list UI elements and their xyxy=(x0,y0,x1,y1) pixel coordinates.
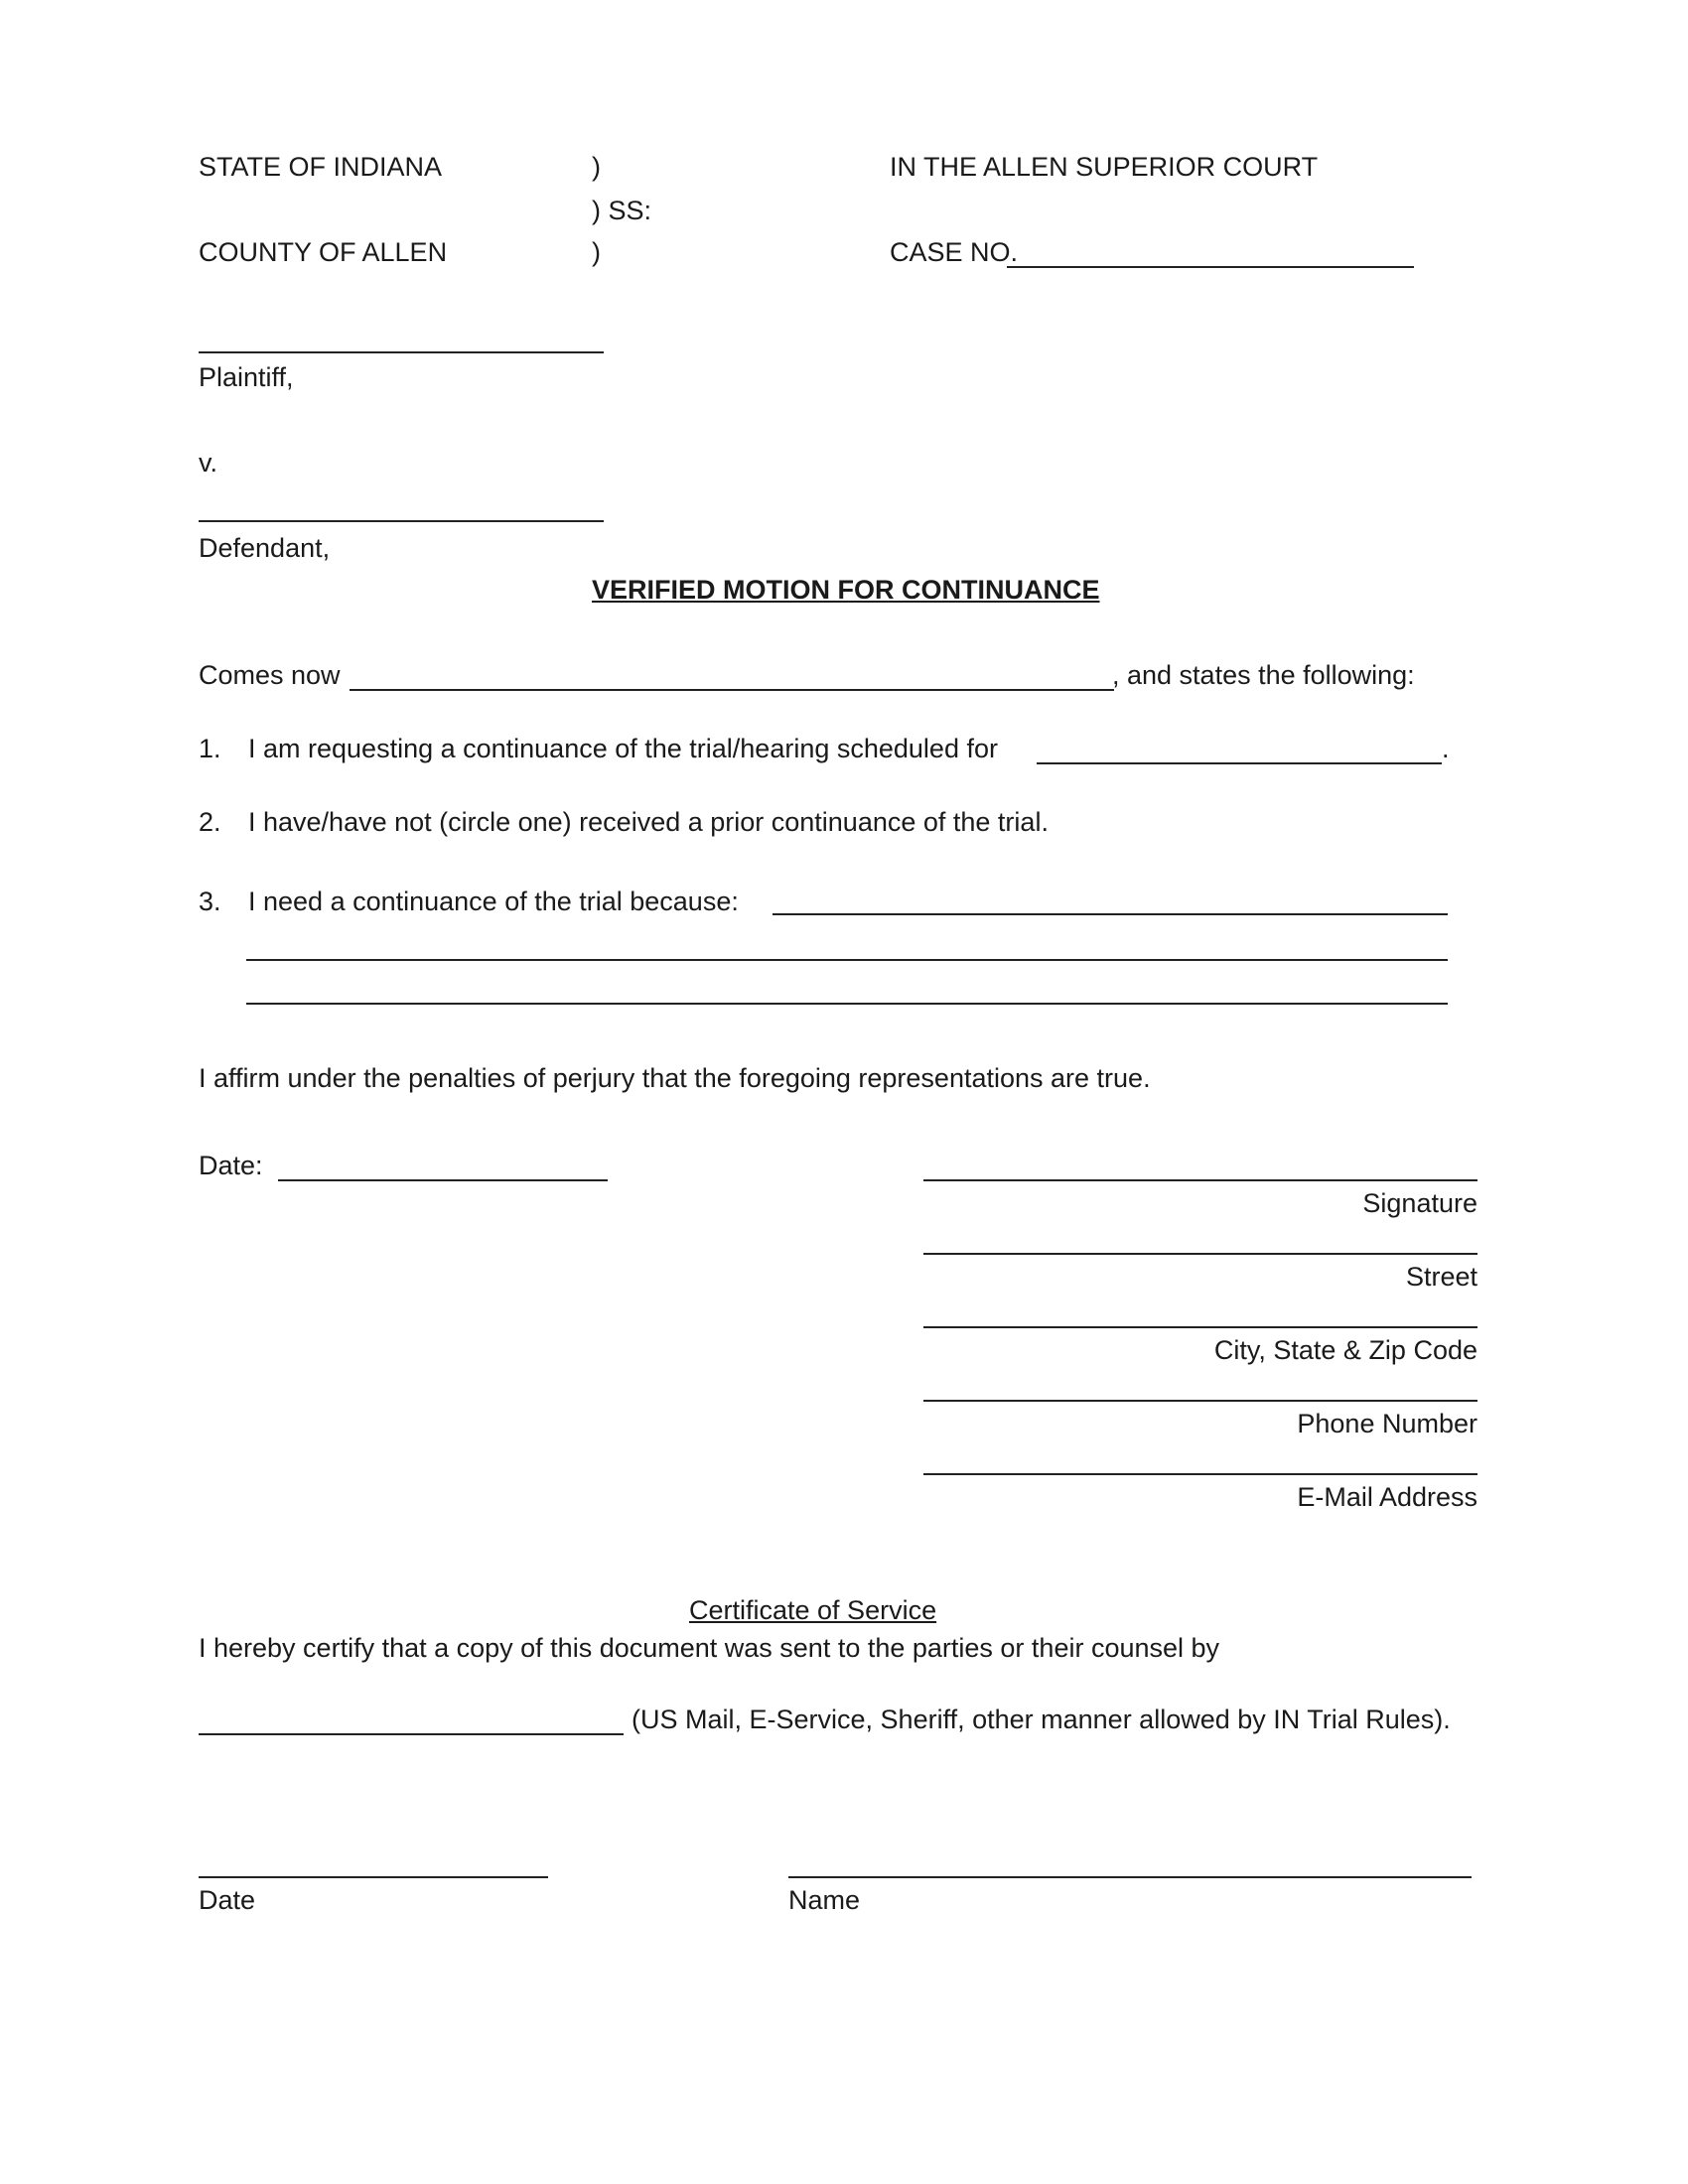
item-number: 1. xyxy=(199,734,221,763)
item1-period: . xyxy=(1442,734,1450,763)
caption-paren: ) xyxy=(592,152,601,182)
city-state-zip-label: City, State & Zip Code xyxy=(1213,1335,1477,1365)
defendant-name-field[interactable] xyxy=(199,520,604,522)
court-name: IN THE ALLEN SUPERIOR COURT xyxy=(890,152,1319,182)
page-title: VERIFIED MOTION FOR CONTINUANCE xyxy=(592,575,1100,605)
email-field[interactable] xyxy=(923,1473,1477,1475)
reason-field-line[interactable] xyxy=(773,913,1448,915)
hearing-date-field[interactable] xyxy=(1037,762,1442,764)
plaintiff-name-field[interactable] xyxy=(199,351,604,353)
service-manner-field[interactable] xyxy=(199,1733,624,1735)
plaintiff-label: Plaintiff, xyxy=(199,362,294,392)
certificate-text: I hereby certify that a copy of this document was sent to the parties or their counsel by xyxy=(199,1633,1220,1663)
date-label: Date: xyxy=(199,1151,263,1180)
affirmation-text: I affirm under the penalties of perjury that the foregoing representations are true. xyxy=(199,1063,1151,1093)
versus-label: v. xyxy=(199,448,217,478)
comes-now-label: Comes now xyxy=(199,660,341,690)
certificate-name-label: Name xyxy=(788,1885,861,1915)
certificate-name-field[interactable] xyxy=(788,1876,1472,1878)
case-no-field[interactable] xyxy=(1007,266,1414,268)
street-label: Street xyxy=(1405,1262,1477,1292)
item-number: 3. xyxy=(199,887,221,916)
caption-ss: ) SS: xyxy=(592,196,652,225)
item2-text: I have/have not (circle one) received a prior continuance of the trial. xyxy=(248,807,1049,837)
caption-paren: ) xyxy=(592,237,601,267)
certificate-heading: Certificate of Service xyxy=(689,1595,937,1625)
certificate-date-label: Date xyxy=(199,1885,256,1915)
reason-field-line[interactable] xyxy=(246,959,1448,961)
service-manner-text: (US Mail, E-Service, Sheriff, other manner allowed by IN Trial Rules). xyxy=(632,1705,1451,1734)
date-field[interactable] xyxy=(278,1179,608,1181)
street-field[interactable] xyxy=(923,1253,1477,1255)
states-following-label: , and states the following: xyxy=(1112,660,1415,690)
phone-label: Phone Number xyxy=(1297,1409,1477,1438)
signature-field[interactable] xyxy=(923,1179,1477,1181)
movant-name-field[interactable] xyxy=(350,689,1114,691)
city-state-zip-field[interactable] xyxy=(923,1326,1477,1328)
defendant-label: Defendant, xyxy=(199,533,331,563)
certificate-date-field[interactable] xyxy=(199,1876,548,1878)
county-label: COUNTY OF ALLEN xyxy=(199,237,448,267)
phone-field[interactable] xyxy=(923,1400,1477,1402)
item3-text: I need a continuance of the trial because: xyxy=(248,887,739,916)
case-no-label: CASE NO. xyxy=(890,237,1019,267)
reason-field-line[interactable] xyxy=(246,1003,1448,1005)
item1-text: I am requesting a continuance of the trial/hearing scheduled for xyxy=(248,734,998,763)
item-number: 2. xyxy=(199,807,221,837)
email-label: E-Mail Address xyxy=(1297,1482,1477,1512)
signature-label: Signature xyxy=(1362,1188,1477,1218)
state-label: STATE OF INDIANA xyxy=(199,152,443,182)
